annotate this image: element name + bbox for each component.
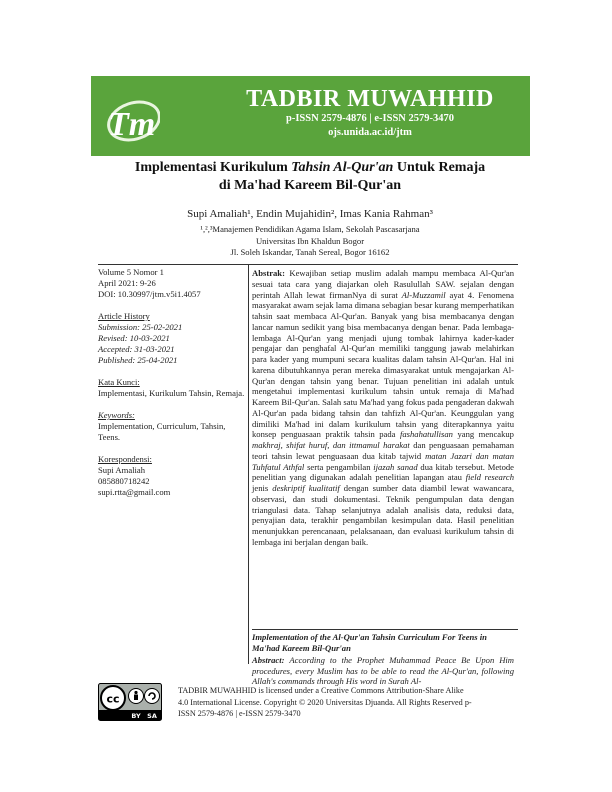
abstrak-italic: field research <box>465 472 514 483</box>
correspondent-email[interactable]: supi.rtta@gmail.com <box>98 487 171 497</box>
by-icon-body <box>134 695 138 701</box>
kata-kunci-label: Kata Kunci: <box>98 377 140 387</box>
article-title <box>100 159 520 195</box>
kata-kunci: Implementasi, Kurikulum Tahsin, Remaja. <box>98 388 245 398</box>
journal-url[interactable]: ojs.unida.ac.id/jtm <box>328 127 412 138</box>
correspondent-name: Supi Amaliah <box>98 465 146 475</box>
abstrak-italic: fashahatullisan <box>399 429 453 440</box>
abstrak-text: dua kitab tersebut. Metode penelitian yang digunakan adalah penelitian lapangan atau <box>252 461 514 483</box>
affiliation <box>100 224 520 259</box>
abstrak-italic: matan Jazari dan matan Tuhfatul Athfal <box>252 450 514 472</box>
korespondensi-label: Korespondensi: <box>98 454 152 464</box>
top-rule <box>98 264 518 265</box>
abstrak-italic: deskriptif kualitatif <box>272 483 340 493</box>
affiliation-line-2: Universitas Ibn Khaldun Bogor <box>255 235 365 246</box>
volume: Volume 5 Nomor 1 <box>98 267 164 277</box>
abstrak-italic: ijazah sanad <box>373 461 418 472</box>
abstrak-text: Kewajiban setiap muslim adalah mampu membaca Al-Qur'an sesuai tata cara yang diajarkan oleh Rasulullah SAW. sejalan dengan perintah Allah lewat firmanNya di surat <box>252 268 515 300</box>
english-abstract <box>252 655 514 687</box>
correspondent-phone: 085880718242 <box>98 476 150 486</box>
cc-icon-text: cc <box>106 692 120 706</box>
abstrak-label: Abstrak: <box>252 268 290 278</box>
abstrak-text: dengan sumber data diambil lewat wawancara, observasi, dan studi dokumentasi. Teknik pengumpulan data dengan triangulasi data. Tahap selanjutnya adalah analisis data, reduksi data, penyajian data, terakhir pengambilan kesimpulan data. Hasil penelitian menunjukkan perencanaan, pelaksanaan, dan evaluasi kurikulum tahsin di lembaga ini berjalan dengan baik. <box>252 483 514 547</box>
sa-icon <box>145 689 160 704</box>
license-line-1: TADBIR MUWAHHID is licensed under a Creative Commons Attribution-Share Alike <box>178 686 464 695</box>
abstrak-italic: makhraj, shifat huruf, dan ittmamul harakat <box>252 440 410 450</box>
published-date: Published: 25-04-2021 <box>98 355 178 365</box>
article-info <box>98 267 246 498</box>
affiliation-line-1: ¹,²,³Manajemen Pendidikan Agama Islam, Sekolah Pascasarjana <box>200 224 420 234</box>
license-line-2: 4.0 International License. Copyright © 2020 Universitas Djuanda. All Rights Reserved p- <box>178 697 472 707</box>
license-text <box>178 685 518 720</box>
by-label: BY <box>131 712 141 720</box>
journal-issn: p-ISSN 2579-4876 | e-ISSN 2579-3470 <box>286 113 454 124</box>
keywords-label: Keywords: <box>98 410 135 420</box>
title-italic: Tahsin Al-Qur'an <box>291 160 394 175</box>
journal-logo <box>104 93 160 145</box>
revised-date: Revised: 10-03-2021 <box>98 333 170 343</box>
english-abstract-label: Abstract: <box>252 655 290 665</box>
abstrak <box>252 268 514 548</box>
abstrak-text: ayat 4. Fenomena masyarakat awam sejak lama dimana sebagian besar kurang memperhatikan tahsin saat membaca Al-Qur'an. Banyak yang bisa membacanya dengan lancar namun sedikit yang bisa membacanya dengan benar. Pada lembaga-lembaga Al-Qur'an yang menjadi ujung tombak lahirnya kader-kader pengajar dan penghafal Al-Qur'an memiliki tanggung jawab melahirkan para kader yang mumpuni secara kualitas dalam tahsin Al-Qur'an. Hal ini karena dibutuhkannya peran mereka dimasyarakat untuk mengajarkan Al-Qur'an dengan tahsin yang benar. Tujuan penelitian ini adalah untuk mengetahui implementasi kurikulum tahsin untuk remaja di Ma'had Kareem Bil-Qur'an. Salah satu Ma'had yang fokus pada pengaderan dakwah Al-Qur'an pada bidang tahsin dan tahfizh Al-Qur'an. Keunggulan yang dimiliki Ma'had ini dalam kurikulum tahsin yang diterapkannya yaitu konsep penguasaan praktik tahsin pada <box>252 289 515 440</box>
title-part1: Implementasi Kurikulum <box>134 160 292 175</box>
sa-label: SA <box>147 712 157 720</box>
cc-by-sa-badge[interactable] <box>98 683 162 721</box>
title-line2: di Ma'had Kareem Bil-Qur'an <box>218 178 402 193</box>
author-list: Supi Amaliah¹, Endin Mujahidin², Imas Kania Rahman³ <box>187 208 433 220</box>
journal-name: TADBIR MUWAHHID <box>246 86 494 112</box>
accepted-date: Accepted: 31-03-2021 <box>98 344 175 354</box>
keywords: Implementation, Curriculum, Tahsin, Teens. <box>98 421 226 442</box>
date-pages: April 2021: 9-26 <box>98 278 156 288</box>
article-history-label: Article History <box>98 311 150 321</box>
english-abstract-text: According to the Prophet Muhammad Peace Be Upon Him procedures, every Muslim has to be able to read the Al-Qur'an, following Allah's commands through His word in Surah Al- <box>252 655 514 686</box>
affiliation-line-3: Jl. Soleh Iskandar, Tanah Sereal, Bogor 16162 <box>230 247 390 257</box>
abstrak-text: jenis <box>252 483 273 493</box>
abstrak-text: dan penguasaan pemahaman teori tahsin lewat penguasaan dua kitab tajwid <box>252 440 514 461</box>
title-part2: Untuk Remaja <box>393 160 486 175</box>
license-line-3: ISSN 2579-4876 | e-ISSN 2579-3470 <box>178 709 301 718</box>
by-icon-head <box>134 691 137 694</box>
abstrak-text: serta pengambilan <box>304 461 374 472</box>
doi[interactable]: DOI: 10.30997/jtm.v5i1.4057 <box>98 289 201 299</box>
english-title-rule <box>252 629 518 630</box>
abstrak-text: yang mencakup <box>452 429 514 440</box>
submission-date: Submission: 25-02-2021 <box>98 322 183 332</box>
english-title: Implementation of the Al-Qur'an Tahsin Curriculum For Teens in Ma'had Kareem Bil-Qur'an <box>252 632 487 653</box>
column-divider <box>248 264 249 664</box>
abstrak-italic: Al-Muzzamil <box>401 289 446 300</box>
logo-text: Tm <box>108 106 156 143</box>
